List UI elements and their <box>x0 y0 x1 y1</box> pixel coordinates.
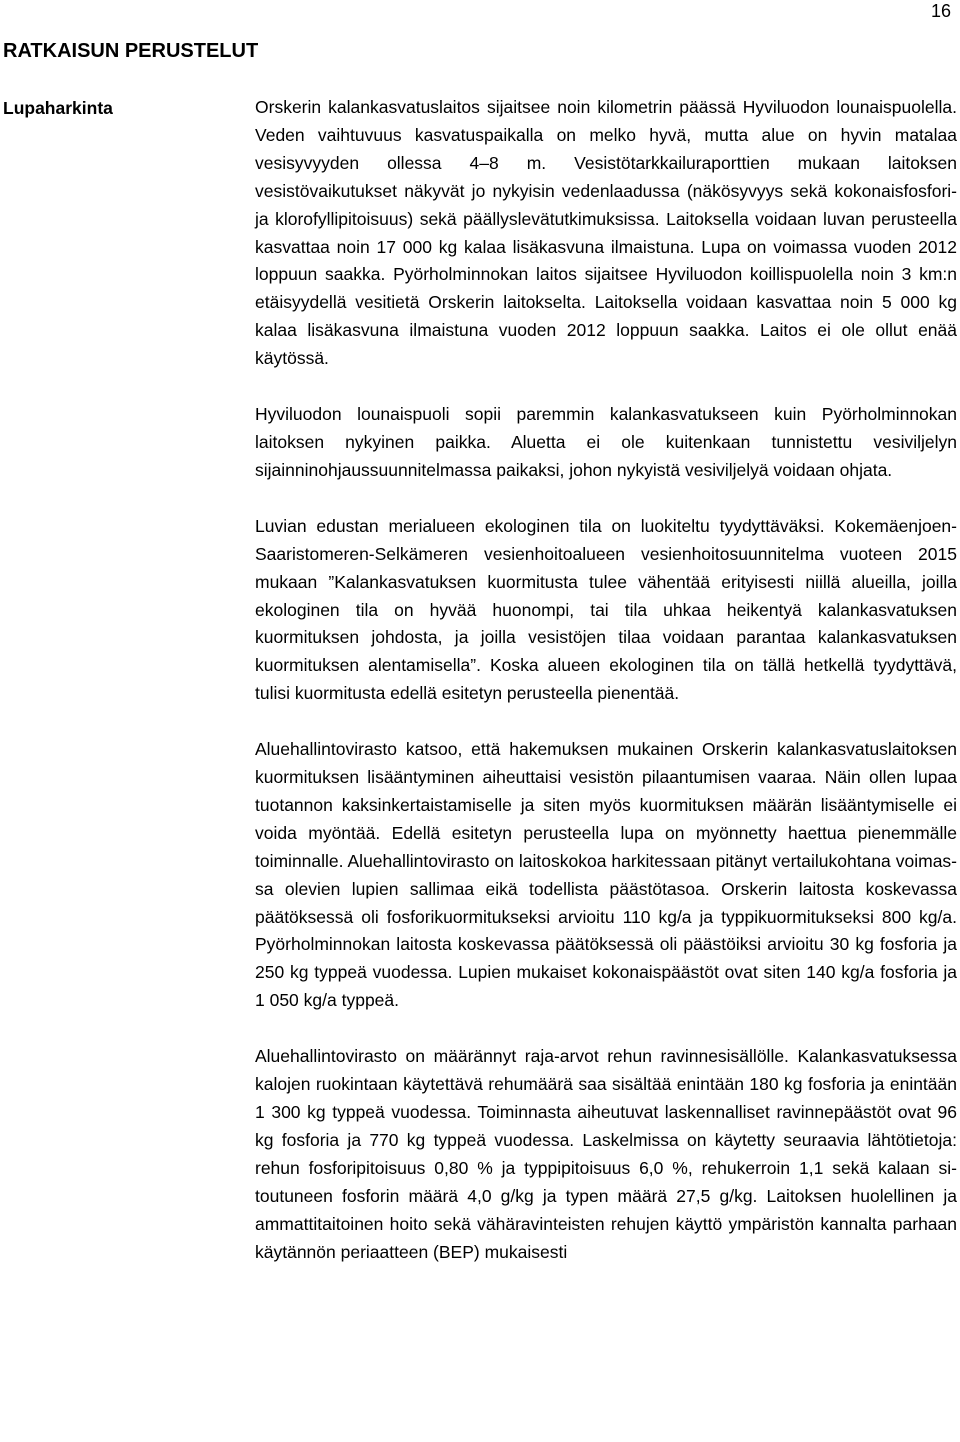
page-number: 16 <box>930 1 951 21</box>
body-text-column <box>255 94 957 1294</box>
paragraph-nutrient-limits: Aluehallintovirasto on määrännyt raja-arvot rehun ravinnesisällölle. Kalankasvatuksessa kalojen ruokintaan käytettävä rehumäärä saa sisältää enintään 180 kg fosforia ja enintään 1 300 kg typpeä vuodessa. Toiminnasta aiheutuvat laskennalliset ravinnepäästöt ovat 96 kg fosforia ja 770 kg typpeä vuodessa. Laskelmissa on käytetty seuraavia lähtötietoja: rehun fosforipitoisuus 0,80 % ja typpipitoisuus 6,0 %, rehukerroin 1,1 sekä kalaan sitoutuneen fosforin määrä 4,0 g/kg ja typen määrä 27,5 g/kg. Laitoksen huolellinen ja ammattitaitoinen hoito sekä vähäravinteisten rehujen käyttö ympäristön kannalta parhaan käytännön periaatteen (BEP) mukaisesti <box>255 1046 957 1262</box>
paragraph-site-suitability: Hyviluodon lounaispuoli sopii paremmin kalankasvatukseen kuin Pyörholminnokan laitoksen nykyinen paikka. Aluetta ei ole kuitenkaan tunnistettu vesiviljelyn sijainninohjaussuunnitelmassa paikaksi, johon nykyistä vesiviljelyä voidaan ohjata. <box>255 404 957 480</box>
side-heading-lupaharkinta: Lupaharkinta <box>3 98 113 118</box>
paragraph-ecological-status: Luvian edustan merialueen ekologinen tila on luokiteltu tyydyttäväksi. Kokemäenjoen-Saaristomeren-Selkämeren vesienhoitoalueen vesienhoitosuunnitelma vuoteen 2015 mukaan ”Kalankasvatuksen kuormitusta tulee vähentää erityisesti niillä alueilla, joilla ekologinen tila on hyvää huonompi, tai tila uhkaa heikentyä kalankasvatuksen kuormituksen johdosta, ja joilla vesistöjen tilaa voidaan parantaa kalankasvatuksen kuormituksen alentamisella”. Koska alueen ekologinen tila on tällä hetkellä tyydyttävä, tulisi kuormitusta edellä esitetyn perusteella pienentää. <box>255 515 957 704</box>
paragraph-location: Orskerin kalankasvatuslaitos sijaitsee noin kilometrin päässä Hyviluodon lounaispuolella. Veden vaihtuvuus kasvatuspaikalla on melko hyvä, mutta alue on hyvin matalaa vesisyvyyden ollessa 4–8 m. Vesistötarkkailuraporttien mukaan laitoksen vesistövaikutukset näkyvät jo nykyisin vedenlaadussa (näkösyvyys sekä kokonaisfosfori- ja klorofyllipitoisuus) sekä päällyslevätutkimuksissa. Laitoksella voidaan luvan perusteella kasvattaa noin 17 000 kg kalaa lisäkasvuna ilmaistuna. Lupa on voimassa vuoden 2012 loppuun saakka. Pyörholminnokan laitos sijaitsee Hyviluodon koillispuolella noin 3 km:n etäisyydellä vesitietä Orskerin laitokselta. Laitoksella voidaan kasvattaa noin 5 000 kg kalaa lisäkasvuna ilmaistuna vuoden 2012 loppuun saakka. Laitos ei ole ollut enää käytössä. <box>255 97 957 369</box>
paragraph-permit-assessment: Aluehallintovirasto katsoo, että hakemuksen mukainen Orskerin kalankasvatuslaitoksen kuormituksen lisääntyminen aiheuttaisi vesistön pilaantumisen vaaraa. Näin ollen lupaa tuotannon kaksinkertaistamiselle ja siten myös kuormituksen määrän lisääntymiselle ei voida myöntää. Edellä esitetyn perusteella lupa on myönnetty haettua pienemmälle toiminnalle. Aluehallintovirasto on laitoskokoa harkitessaan pitänyt vertailukohtana voimassa olevien lupien sallimaa eikä todellista päästötasoa. Orskerin laitosta koskevassa päätöksessä oli fosforikuormitukseksi arvioitu 110 kg/a ja typpikuormitukseksi 800 kg/a. Pyörholminnokan laitosta koskevassa päätöksessä oli päästöiksi arvioitu 30 kg fosforia ja 250 kg typpeä vuodessa. Lupien mukaiset kokonaispäästöt ovat siten 140 kg/a fosforia ja 1 050 kg/a typpeä. <box>255 739 957 1011</box>
section-heading: RATKAISUN PERUSTELUT <box>3 40 259 62</box>
